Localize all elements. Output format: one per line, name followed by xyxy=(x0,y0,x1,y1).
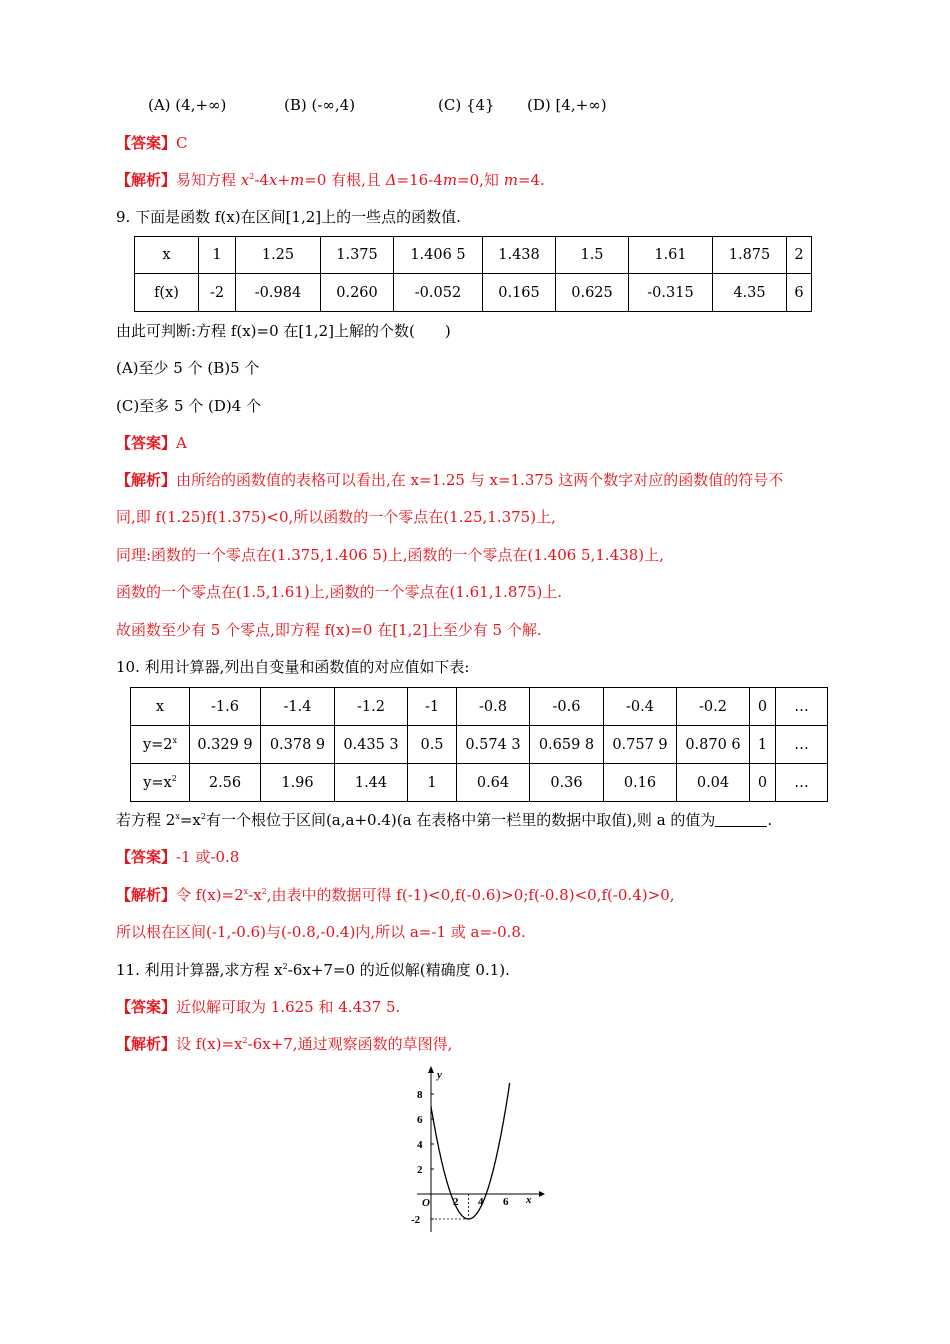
x-tick-label: 6 xyxy=(503,1196,509,1208)
row-label: y=2 xyxy=(142,736,173,753)
table-cell: 1.438 xyxy=(483,237,556,274)
analysis-text: -4 xyxy=(254,171,269,189)
analysis-tag: 【解析】 xyxy=(116,471,177,489)
table-cell: 0.659 8 xyxy=(530,726,604,764)
q9-analysis-5: 故函数至少有 5 个零点,即方程 f(x)=0 在[1,2]上至少有 5 个解. xyxy=(116,621,542,639)
table-row xyxy=(131,764,828,802)
q8-option-a: (A) (4,+∞) xyxy=(148,96,227,114)
table-cell: 4.35 xyxy=(713,274,787,312)
q9-question: 由此可判断:方程 f(x)=0 在[1,2]上解的个数( ) xyxy=(116,322,451,340)
table-cell: 1.5 xyxy=(556,237,629,274)
question-text: =x xyxy=(179,811,201,829)
table-cell: -1.4 xyxy=(261,688,335,726)
answer-blank xyxy=(715,812,767,827)
analysis-text: ,由表中的数据可得 f(-1)<0,f(-0.6)>0;f(-0.8)<0,f(-0.4)>0, xyxy=(266,886,675,904)
table-cell: x xyxy=(131,688,190,726)
table-cell: x xyxy=(135,237,199,274)
var-delta: Δ xyxy=(385,171,397,189)
parabola-graph xyxy=(405,1064,545,1236)
analysis-text: =0,知 xyxy=(457,171,504,189)
table-cell: -0.6 xyxy=(530,688,604,726)
answer-text: 近似解可取为 1.625 和 4.437 5. xyxy=(176,998,401,1016)
q8-option-c: (C) {4} xyxy=(438,96,495,114)
table-cell: 2.56 xyxy=(190,764,261,802)
table-cell: 2 xyxy=(787,237,812,274)
table-cell: 1.375 xyxy=(321,237,394,274)
table-cell: 0.625 xyxy=(556,274,629,312)
superscript: 2 xyxy=(249,172,255,181)
table-cell: 1.96 xyxy=(261,764,335,802)
superscript: 2 xyxy=(242,1036,248,1045)
q9-analysis-4: 函数的一个零点在(1.5,1.61)上,函数的一个零点在(1.61,1.875)上. xyxy=(116,583,563,601)
table-cell: … xyxy=(776,688,828,726)
q10-answer xyxy=(116,847,239,867)
y-tick-label: 4 xyxy=(417,1139,423,1151)
table-cell: 1 xyxy=(408,764,457,802)
table-cell: 1 xyxy=(750,726,776,764)
x-tick-label: 4 xyxy=(478,1196,484,1208)
y-tick-label: -2 xyxy=(411,1214,421,1226)
q10-table xyxy=(130,687,828,802)
table-cell xyxy=(131,726,190,764)
x-axis-arrow xyxy=(539,1191,545,1197)
table-cell: 0.757 9 xyxy=(604,726,677,764)
table-cell: f(x) xyxy=(135,274,199,312)
q9-options-1: (A)至少 5 个 (B)5 个 xyxy=(116,359,260,377)
table-cell: 1.61 xyxy=(629,237,713,274)
q9-analysis-1 xyxy=(116,470,783,490)
table-cell: -0.315 xyxy=(629,274,713,312)
superscript: x xyxy=(243,887,249,896)
superscript: 2 xyxy=(200,812,206,821)
table-row xyxy=(131,688,828,726)
analysis-tag: 【解析】 xyxy=(116,886,177,904)
table-cell: 0.5 xyxy=(408,726,457,764)
superscript: 2 xyxy=(261,887,267,896)
table-cell: 0.16 xyxy=(604,764,677,802)
analysis-tag: 【解析】 xyxy=(116,1035,177,1053)
var-m: m xyxy=(442,171,458,189)
q8-option-b: (B) (-∞,4) xyxy=(284,96,356,114)
table-cell: -0.8 xyxy=(457,688,530,726)
table-cell: 0 xyxy=(750,764,776,802)
y-axis-arrow xyxy=(428,1066,434,1073)
table-cell: -1.2 xyxy=(335,688,408,726)
superscript: x xyxy=(172,735,178,745)
analysis-text: 由所给的函数值的表格可以看出,在 x=1.25 与 x=1.375 这两个数字对应的函数值的符号不 xyxy=(176,471,784,489)
q9-options-2: (C)至多 5 个 (D)4 个 xyxy=(116,397,262,415)
q9-analysis-3: 同理:函数的一个零点在(1.375,1.406 5)上,函数的一个零点在(1.406 5,1.438)上, xyxy=(116,546,664,564)
table-cell: 0.165 xyxy=(483,274,556,312)
table-cell: 0.574 3 xyxy=(457,726,530,764)
question-text: . xyxy=(767,811,773,829)
table-cell: -1 xyxy=(408,688,457,726)
analysis-text: =16-4 xyxy=(396,171,443,189)
q10-analysis-2: 所以根在区间(-1,-0.6)与(-0.8,-0.4)内,所以 a=-1 或 a=-0.8. xyxy=(116,923,526,941)
stem-text: 11. 利用计算器,求方程 x xyxy=(116,961,283,979)
q8-analysis xyxy=(116,170,545,190)
parabola-curve xyxy=(431,1083,510,1219)
question-text: 若方程 2 xyxy=(116,811,176,829)
table-cell: -0.984 xyxy=(236,274,321,312)
analysis-text: -6x+7,通过观察函数的草图得, xyxy=(247,1035,453,1053)
q11-answer xyxy=(116,997,400,1017)
table-cell: -0.2 xyxy=(677,688,750,726)
q10-analysis-1 xyxy=(116,885,675,905)
question-text: 有一个根位于区间(a,a+0.4)(a 在表格中第一栏里的数据中取值),则 a 的值为 xyxy=(205,811,716,829)
row-label: y=x xyxy=(143,774,172,791)
analysis-text: 设 f(x)=x xyxy=(176,1035,243,1053)
table-cell: 0.378 9 xyxy=(261,726,335,764)
table-row xyxy=(135,237,812,274)
table-cell: 6 xyxy=(787,274,812,312)
y-tick-label: 8 xyxy=(417,1089,423,1101)
table-cell: 0.36 xyxy=(530,764,604,802)
analysis-text: 易知方程 xyxy=(176,171,241,189)
x-axis-label: x xyxy=(526,1194,532,1206)
answer-tag: 【答案】 xyxy=(116,848,177,866)
analysis-text: =0 有根,且 xyxy=(304,171,386,189)
answer-tag: 【答案】 xyxy=(116,134,177,152)
table-cell: 0.870 6 xyxy=(677,726,750,764)
var-m: m xyxy=(503,171,518,189)
analysis-text: 令 f(x)=2 xyxy=(176,886,244,904)
table-cell: 0.04 xyxy=(677,764,750,802)
answer-tag: 【答案】 xyxy=(116,998,177,1016)
y-tick-label: 2 xyxy=(417,1164,423,1176)
table-cell: -1.6 xyxy=(190,688,261,726)
answer-text: -1 或-0.8 xyxy=(176,848,240,866)
q8-option-d: (D) [4,+∞) xyxy=(527,96,607,114)
answer-text: A xyxy=(176,434,187,452)
q10-question xyxy=(116,810,772,830)
table-cell: … xyxy=(776,726,828,764)
table-cell: 0.260 xyxy=(321,274,394,312)
table-row xyxy=(131,726,828,764)
q9-analysis-2: 同,即 f(1.25)f(1.375)<0,所以函数的一个零点在(1.25,1.375)上, xyxy=(116,508,556,526)
y-axis-label: y xyxy=(437,1069,442,1081)
table-cell: 1 xyxy=(199,237,236,274)
var-x: x xyxy=(240,171,250,189)
table-cell xyxy=(131,764,190,802)
analysis-text: + xyxy=(277,171,291,189)
q9-stem: 9. 下面是函数 f(x)在区间[1,2]上的一些点的函数值. xyxy=(116,208,461,226)
q9-table xyxy=(134,236,812,312)
table-cell: -0.052 xyxy=(394,274,483,312)
table-cell: 1.406 5 xyxy=(394,237,483,274)
analysis-tag: 【解析】 xyxy=(116,171,177,189)
table-cell: 1.25 xyxy=(236,237,321,274)
q8-answer xyxy=(116,133,188,153)
superscript: 2 xyxy=(282,962,288,971)
superscript: x xyxy=(175,812,180,821)
stem-text: -6x+7=0 的近似解(精确度 0.1). xyxy=(287,961,510,979)
x-tick-label: 2 xyxy=(453,1196,459,1208)
table-cell: 0.329 9 xyxy=(190,726,261,764)
q11-analysis xyxy=(116,1034,452,1054)
origin-label: O xyxy=(422,1197,430,1209)
var-m: m xyxy=(290,171,305,189)
analysis-text: =4. xyxy=(517,171,545,189)
table-cell: 0 xyxy=(750,688,776,726)
superscript: 2 xyxy=(171,773,177,783)
q11-stem xyxy=(116,960,510,980)
table-row xyxy=(135,274,812,312)
table-cell: 1.44 xyxy=(335,764,408,802)
table-cell: 1.875 xyxy=(713,237,787,274)
table-cell: 0.64 xyxy=(457,764,530,802)
q10-stem: 10. 利用计算器,列出自变量和函数值的对应值如下表: xyxy=(116,658,470,676)
table-cell: … xyxy=(776,764,828,802)
table-cell: -2 xyxy=(199,274,236,312)
var-x: x xyxy=(268,171,278,189)
y-tick-label: 6 xyxy=(417,1114,423,1126)
table-cell: 0.435 3 xyxy=(335,726,408,764)
analysis-text: -x xyxy=(248,886,262,904)
answer-tag: 【答案】 xyxy=(116,434,177,452)
q9-answer xyxy=(116,433,187,453)
table-cell: -0.4 xyxy=(604,688,677,726)
answer-text: C xyxy=(176,134,188,152)
